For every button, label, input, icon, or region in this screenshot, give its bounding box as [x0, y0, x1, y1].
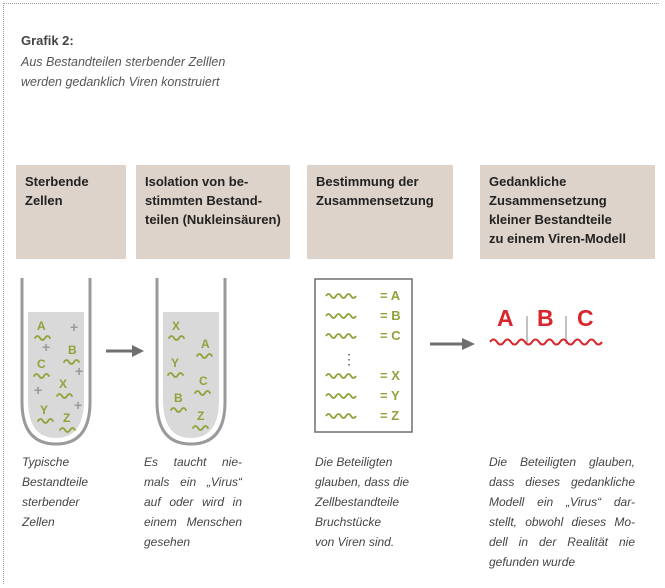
plus-icon: + [42, 339, 51, 355]
composition-label: = A [380, 288, 401, 303]
caption-line: sterbender [22, 495, 80, 509]
caption-line: Zellen [22, 515, 55, 529]
caption-line: Typische [22, 455, 70, 469]
model-letter: C [577, 305, 594, 331]
tube2-letter: Z [197, 409, 205, 423]
plus-icon: + [74, 397, 83, 413]
tube1-letter: C [37, 357, 46, 371]
header-line: zu einem Viren-Modell [489, 231, 627, 246]
caption-line: dell in der Realität nie [489, 535, 635, 549]
caption-dying-cells [22, 452, 122, 532]
composition-label: = C [380, 328, 401, 343]
caption-line: einem Menschen [144, 515, 242, 529]
tube1-letter: B [68, 343, 77, 357]
composition-label: = Y [380, 388, 400, 403]
caption-line: gesehen [144, 535, 191, 549]
subtitle-line: Aus Bestandteilen sterbender Zelllen [21, 55, 226, 69]
plus-icon: + [75, 363, 84, 379]
header-line: Bestimmung der [316, 174, 419, 189]
caption-virus-model [489, 452, 635, 572]
caption-line: dass dieses gedankliche [489, 475, 635, 489]
caption-line: Es taucht nie- [144, 455, 242, 469]
tube1-letter: X [59, 377, 68, 391]
test-tube-isolated [157, 278, 225, 444]
tube1-letter: A [37, 319, 46, 333]
virus-model [490, 305, 602, 345]
subtitle-line: werden gedanklich Viren konstruiert [21, 75, 220, 89]
header-line: Zellen [25, 193, 63, 208]
rna-strand-icon [490, 340, 602, 345]
header-line: Zusammensetzung [316, 193, 434, 208]
arrow-icon [106, 345, 144, 357]
tube2-letter: X [172, 319, 181, 333]
caption-line: Modell ein „Virus“ dar- [489, 495, 635, 509]
tube1-letter: Z [63, 411, 71, 425]
figure-title: Grafik 2: [21, 33, 74, 48]
caption-line: auf oder wird in [144, 495, 242, 509]
caption-composition [315, 452, 435, 552]
caption-line: stellt, obwohl dieses Mo- [489, 515, 635, 529]
caption-line: mals ein „Virus“ [144, 475, 242, 489]
ellipsis-icon: ⋮ [342, 351, 356, 367]
plus-icon: + [70, 319, 79, 335]
tube2-letter: B [174, 391, 183, 405]
composition-box [315, 279, 412, 432]
plus-icon: + [34, 382, 43, 398]
caption-line: Zellbestandteile [315, 495, 400, 509]
header-line: teilen (Nukleinsäuren) [145, 212, 281, 227]
caption-line: glauben, dass die [315, 475, 410, 489]
caption-line: Die Beteiligten [315, 455, 393, 469]
header-line: kleiner Bestandteile [489, 212, 612, 227]
caption-line: gefunden wurde [489, 555, 576, 569]
caption-line: Bestandteile [22, 475, 89, 489]
header-line: Zusammensetzung [489, 193, 607, 208]
composition-label: = X [380, 368, 400, 383]
model-letter: B [537, 305, 554, 331]
tube1-letter: Y [40, 403, 49, 417]
composition-label: = B [380, 308, 401, 323]
caption-line: Bruchstücke [315, 515, 382, 529]
header-line: Gedankliche [489, 174, 567, 189]
test-tube-dying-cells [22, 278, 90, 444]
model-letter: A [497, 305, 514, 331]
tube2-letter: C [199, 374, 208, 388]
header-line: stimmten Bestand- [145, 193, 263, 208]
caption-isolation [144, 452, 242, 552]
tube2-letter: A [201, 337, 210, 351]
tube2-letter: Y [171, 356, 180, 370]
arrow-icon [430, 338, 475, 350]
header-line: Isolation von be- [145, 174, 249, 189]
caption-line: von Viren sind. [315, 535, 395, 549]
caption-line: Die Beteiligten glauben, [489, 455, 635, 469]
composition-label: = Z [380, 408, 400, 423]
header-line: Sterbende [25, 174, 89, 189]
